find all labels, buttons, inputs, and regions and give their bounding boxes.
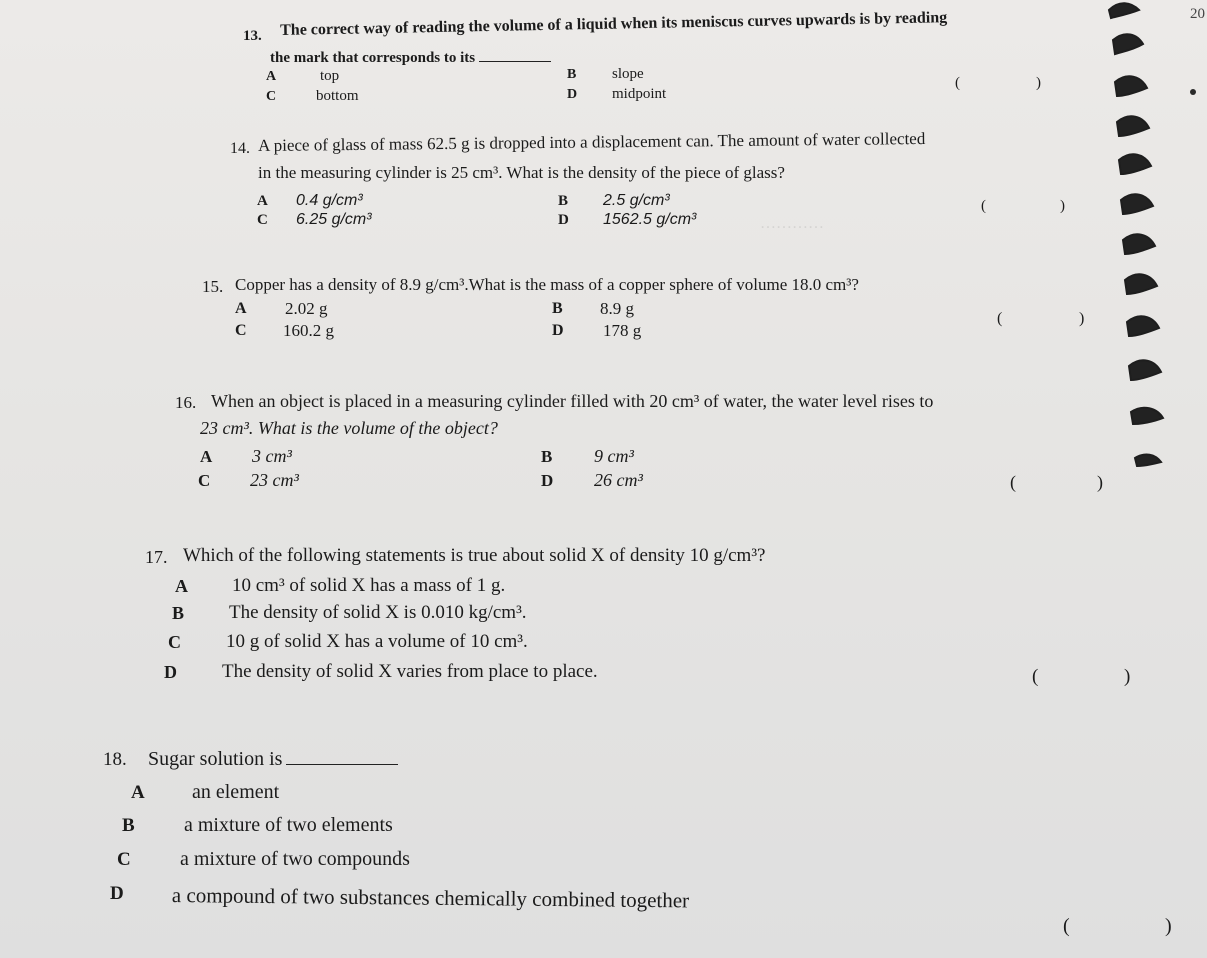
question-18-option-d-letter: D bbox=[110, 883, 124, 904]
question-18-stem-line1: Sugar solution is bbox=[148, 748, 398, 771]
question-16-option-c: 23 cm³ bbox=[250, 470, 299, 490]
question-15-option-d: 178 g bbox=[603, 321, 642, 340]
question-14-option-b: 2.5 g/cm³ bbox=[603, 192, 670, 209]
question-17-option-c: 10 g of solid X has a volume of 10 cm³. bbox=[226, 631, 528, 652]
question-18-option-c: a mixture of two compounds bbox=[180, 848, 410, 870]
question-16-answer-close: ) bbox=[1097, 472, 1103, 492]
question-17-answer-open: ( bbox=[1032, 666, 1039, 687]
question-16-stem-line1: When an object is placed in a measuring cylinder filled with 20 cm³ of water, the water level rises to bbox=[211, 391, 934, 411]
question-15-option-c: 160.2 g bbox=[283, 321, 334, 340]
question-15-stem-line1: Copper has a density of 8.9 g/cm³.What is the mass of a copper sphere of volume 18.0 cm³? bbox=[235, 275, 859, 294]
question-16-answer-open: ( bbox=[1010, 472, 1016, 492]
question-15-option-c-letter: C bbox=[235, 322, 247, 339]
question-18-number: 18. bbox=[103, 749, 127, 770]
question-18-answer-open: ( bbox=[1063, 915, 1070, 937]
question-14-number: 14. bbox=[230, 140, 250, 157]
question-13-answer-open: ( bbox=[955, 75, 960, 91]
question-18-option-a-letter: A bbox=[131, 782, 145, 803]
question-15-answer-close: ) bbox=[1079, 310, 1085, 327]
question-14-option-b-letter: B bbox=[558, 193, 569, 209]
question-14-stem-line1: A piece of glass of mass 62.5 g is dropped into a displacement can. The amount of water collected bbox=[258, 129, 926, 155]
question-13-option-a-letter: A bbox=[266, 69, 277, 84]
question-13-option-a: top bbox=[320, 68, 340, 84]
question-14-option-a: 0.4 g/cm³ bbox=[296, 192, 363, 209]
question-17-option-b-letter: B bbox=[172, 603, 185, 623]
question-17-option-c-letter: C bbox=[168, 632, 181, 652]
question-16-option-a: 3 cm³ bbox=[252, 446, 292, 466]
question-14-option-c-letter: C bbox=[257, 212, 268, 228]
question-14-option-a-letter: A bbox=[257, 193, 268, 209]
page-number: 20 bbox=[1190, 6, 1205, 22]
question-13-stem-line2: the mark that corresponds to its bbox=[270, 50, 551, 67]
question-17-option-b: The density of solid X is 0.010 kg/cm³. bbox=[229, 602, 527, 623]
question-16-option-a-letter: A bbox=[200, 447, 213, 466]
question-14-option-c: 6.25 g/cm³ bbox=[296, 211, 372, 228]
question-18-answer-close: ) bbox=[1165, 915, 1172, 937]
question-17-option-a: 10 cm³ of solid X has a mass of 1 g. bbox=[232, 575, 506, 596]
question-17-number: 17. bbox=[145, 547, 168, 567]
question-16-option-c-letter: C bbox=[198, 471, 211, 490]
question-14-option-d: 1562.5 g/cm³ bbox=[603, 211, 697, 228]
question-14-option-d-letter: D bbox=[558, 212, 569, 228]
question-18-option-b-letter: B bbox=[122, 815, 135, 836]
question-15-option-a: 2.02 g bbox=[285, 299, 328, 318]
question-18-option-c-letter: C bbox=[117, 849, 131, 870]
question-13-option-b-letter: B bbox=[567, 67, 577, 82]
question-15-option-d-letter: D bbox=[552, 322, 564, 339]
question-16-number: 16. bbox=[175, 393, 197, 412]
question-14-answer-close: ) bbox=[1060, 198, 1065, 214]
question-16-option-b-letter: B bbox=[541, 447, 553, 466]
question-16-option-d-letter: D bbox=[541, 471, 554, 490]
question-17-option-a-letter: A bbox=[175, 576, 188, 596]
spiral-binding bbox=[1097, 0, 1207, 958]
question-13-option-b: slope bbox=[612, 66, 644, 82]
question-13-option-d-letter: D bbox=[567, 87, 578, 102]
question-15-option-b: 8.9 g bbox=[600, 299, 634, 318]
question-13-option-d: midpoint bbox=[612, 86, 667, 102]
question-17-option-d-letter: D bbox=[164, 662, 177, 682]
question-13-option-c-letter: C bbox=[266, 89, 277, 104]
question-15-number: 15. bbox=[202, 277, 224, 296]
question-15-answer-open: ( bbox=[997, 310, 1003, 327]
question-16-stem-line2: 23 cm³. What is the volume of the object? bbox=[200, 418, 498, 438]
question-13-answer-close: ) bbox=[1036, 75, 1041, 91]
question-18-option-b: a mixture of two elements bbox=[184, 814, 393, 836]
question-13-number: 13. bbox=[243, 28, 262, 44]
question-17-answer-close: ) bbox=[1124, 666, 1131, 687]
question-14-answer-open: ( bbox=[981, 198, 986, 214]
question-13-stem-line1: The correct way of reading the volume of a liquid when its meniscus curves upwards is by reading bbox=[280, 9, 948, 39]
question-15-option-a-letter: A bbox=[235, 300, 247, 317]
question-16-option-b: 9 cm³ bbox=[594, 446, 634, 466]
question-17-option-d: The density of solid X varies from place to place. bbox=[222, 661, 598, 682]
bleed-through-text: ………… bbox=[760, 215, 824, 232]
question-16-option-d: 26 cm³ bbox=[594, 470, 643, 490]
question-18-option-a: an element bbox=[192, 781, 280, 803]
question-13-option-c: bottom bbox=[316, 88, 359, 104]
question-18-option-d: a compound of two substances chemically combined together bbox=[171, 883, 690, 913]
question-17-stem-line1: Which of the following statements is true about solid X of density 10 g/cm³? bbox=[183, 545, 766, 566]
question-14-stem-line2: in the measuring cylinder is 25 cm³. What is the density of the piece of glass? bbox=[258, 163, 785, 182]
question-15-option-b-letter: B bbox=[552, 300, 563, 317]
